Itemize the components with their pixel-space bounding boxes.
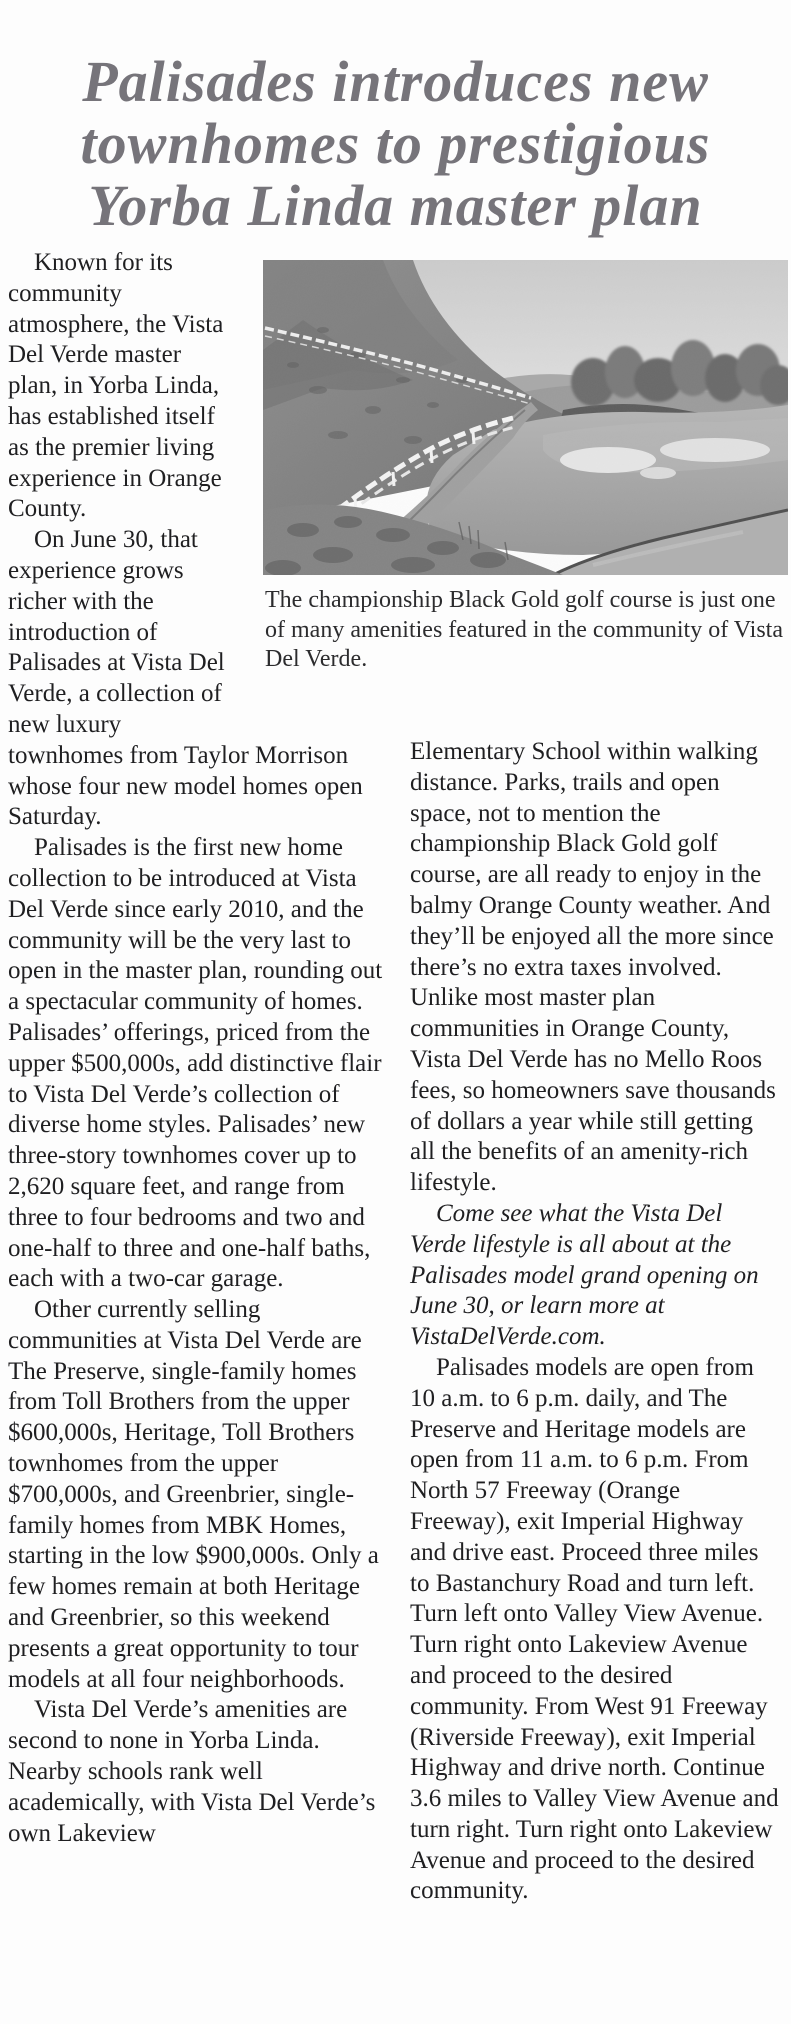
photo-float-spacer [236, 248, 384, 733]
paragraph-directions: Palisades models are open from 10 a.m. to 6 p.m. daily, and The Preserve and Heritage models are open from 11 a.m. to 6 p.m. From North 57 Freeway (Orange Freeway), exit Imperial Highway and drive east. Proceed three miles to Bastanchury Road and turn left. Turn left onto Valley View Avenue. Turn right onto Lakeview Avenue and proceed to the desired community. From West 91 Freeway (Riverside Freeway), exit Imperial Highway and drive north. Continue 3.6 miles to Valley View Avenue and turn right. Turn right onto Lakeview Avenue and proceed to the desired community. [410, 1353, 779, 1905]
paragraph: Other currently selling communities at Vista Del Verde are The Preserve, single-family homes from Toll Brothers from the upper $600,000s, Heritage, Toll Brothers townhomes from the upper $700,000s, and Greenbrier, single-family homes from MBK Homes, starting in the low $900,000s. Only a few homes remain at both Heritage and Greenbrier, so this weekend presents a great opportunity to tour models at all four neighborhoods. [8, 1296, 379, 1693]
headline-line-1: Palisades introduces new [82, 48, 709, 114]
article-headline [0, 48, 791, 238]
paragraph: Vista Del Verde’s amenities are second to none in Yorba Linda. Nearby schools rank well academically, with Vista Del Verde’s own Lakeview [8, 1696, 376, 1847]
headline-line-3: Yorba Linda master plan [88, 172, 703, 238]
paragraph: On June 30, that experience grows richer with the introduction of Palisades at Vista Del Verde, a collection of new luxury townhomes from Taylor Morrison whose four new model homes open Saturday. [8, 526, 363, 831]
photo-caption: The championship Black Gold golf course is just one of many amenities featured in the community of Vista Del Verde. [265, 587, 783, 672]
paragraph: Known for its community atmosphere, the Vista Del Verde master plan, in Yorba Linda, has established itself as the premier living experience in Orange County. [8, 249, 224, 523]
right-column [410, 737, 784, 1907]
paragraph: Elementary School within walking distance. Parks, trails and open space, not to mention the championship Black Gold golf course, are all ready to enjoy in the balmy Orange County weather. And they’ll be enjoyed all the more since there’s no extra taxes involved. Unlike most master plan communities in Orange County, Vista Del Verde has no Mello Roos fees, so homeowners save thousands of dollars a year while still getting all the benefits of an amenity-rich lifestyle. [410, 738, 776, 1197]
paragraph: Palisades is the first new home collection to be introduced at Vista Del Verde since early 2010, and the community will be the very last to open in the master plan, rounding out a spectacular community of homes. Palisades’ offerings, priced from the upper $500,000s, add distinctive flair to Vista Del Verde’s collection of diverse home styles. Palisades’ new three-story townhomes cover up to 2,620 square feet, and range from three to four bedrooms and two and one-half to three and one-half baths, each with a two-car garage. [8, 834, 383, 1293]
headline-line-2: townhomes to prestigious [80, 110, 711, 176]
paragraph-italic-invitation: Come see what the Vista Del Verde lifestyle is all about at the Palisades model grand opening on June 30, or learn more at VistaDelVerde.com. [410, 1199, 759, 1351]
left-column [8, 248, 384, 1849]
